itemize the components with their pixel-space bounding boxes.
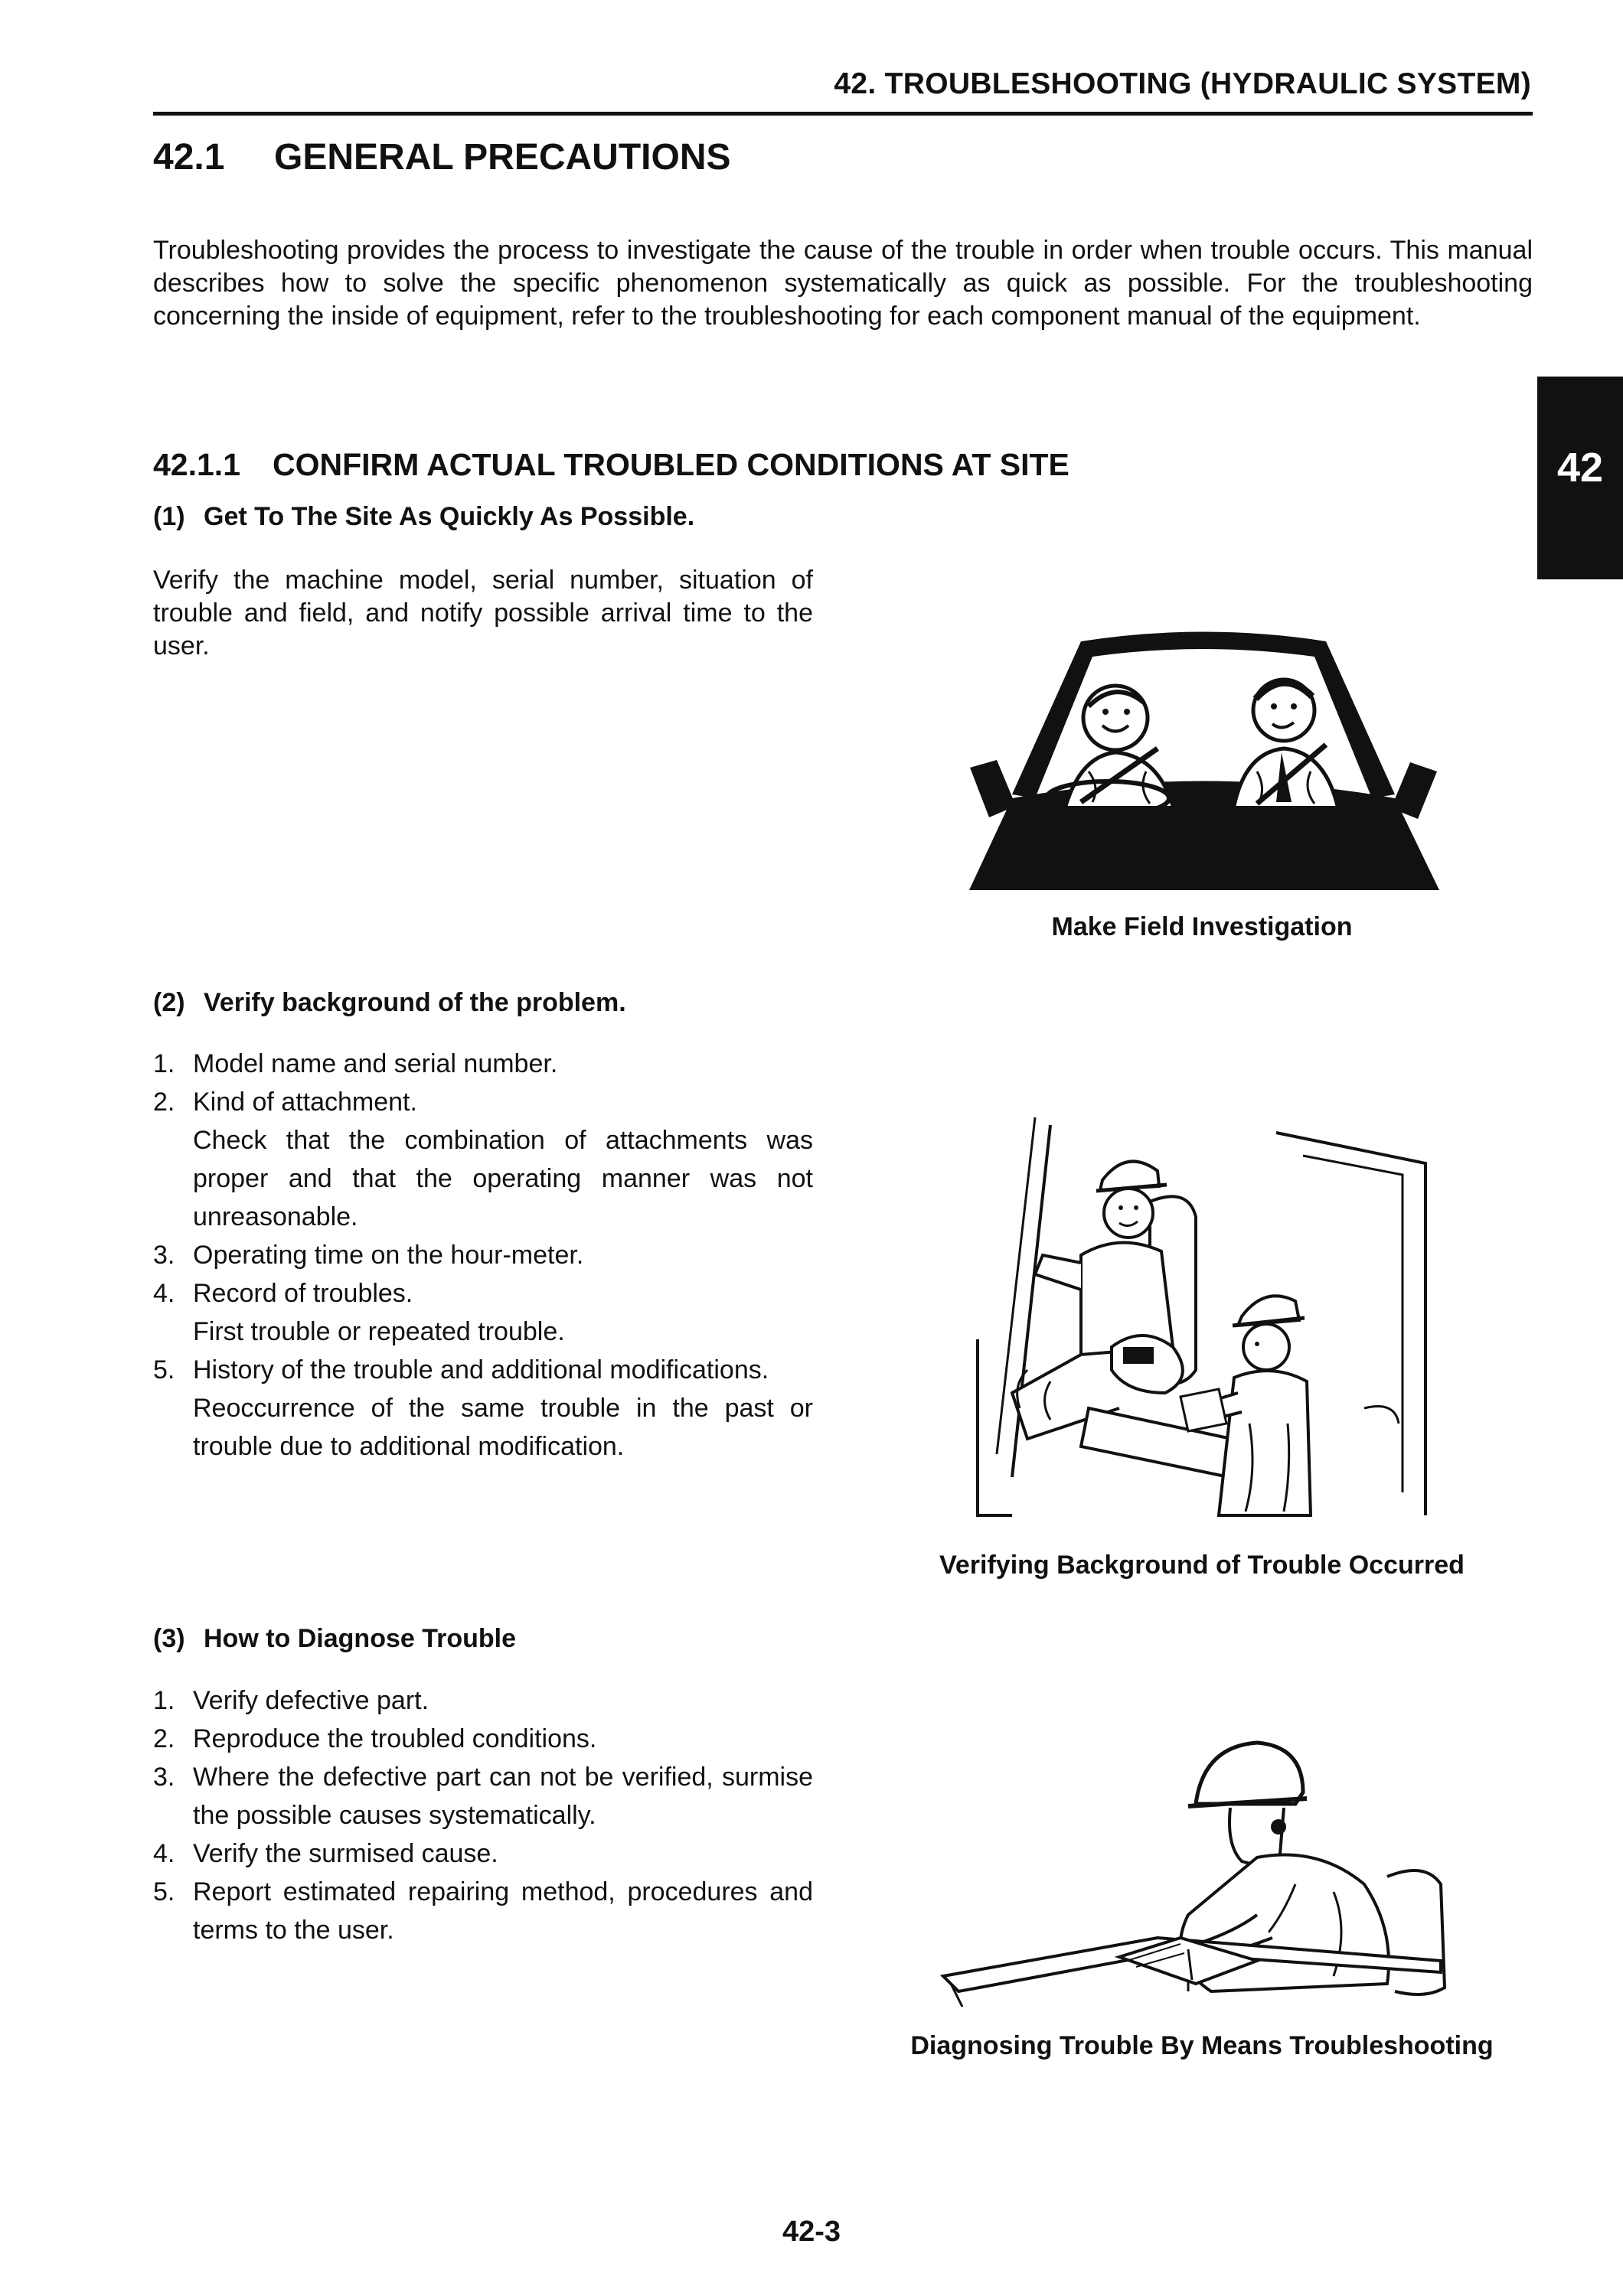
- background-checklist: [153, 1045, 813, 1466]
- mechanic-reading-drawing: [936, 1731, 1464, 2014]
- list-item: 3. Operating time on the hour-meter.: [153, 1241, 584, 1270]
- list-item: 3. Where the defective part can not be verified, surmise the possible causes systematically.: [153, 1763, 813, 1830]
- step1-title: Get To The Site As Quickly As Possible.: [204, 502, 695, 531]
- step2-number: (2): [153, 988, 185, 1017]
- step1-paragraph: Verify the machine model, serial number, situation of trouble and field, and notify possible arrival time to the user.: [153, 566, 813, 660]
- step3-title: How to Diagnose Trouble: [204, 1624, 517, 1653]
- list-item: 2. Reproduce the troubled conditions.: [153, 1724, 597, 1753]
- step2-title: Verify background of the problem.: [204, 988, 626, 1017]
- subsection-heading-text: CONFIRM ACTUAL TROUBLED CONDITIONS AT SITE: [273, 447, 1069, 482]
- step2-heading: [153, 988, 626, 1018]
- diagnosis-steps: [153, 1681, 813, 1949]
- step3-number: (3): [153, 1624, 185, 1653]
- list-item-detail: Reoccurrence of the same trouble in the past or trouble due to additional modification.: [193, 1394, 813, 1461]
- section-heading-text: GENERAL PRECAUTIONS: [274, 137, 731, 178]
- running-header: 42. TROUBLESHOOTING (HYDRAULIC SYSTEM): [834, 67, 1531, 100]
- list-item: 1. Model name and serial number.: [153, 1049, 558, 1078]
- step1-number: (1): [153, 502, 185, 531]
- step1-heading: [153, 502, 694, 532]
- page-number: 42-3: [782, 2216, 841, 2248]
- header-divider: [153, 112, 1533, 116]
- list-item: 2. Kind of attachment. Check that the combination of attachments was proper and that the operating manner was not unreasonable.: [153, 1083, 813, 1236]
- field-investigation-illustration: [966, 626, 1441, 894]
- diagnosis-illustration: [936, 1731, 1464, 2014]
- figure1-caption: Make Field Investigation: [1051, 912, 1353, 941]
- figure2-caption: Verifying Background of Trouble Occurred: [939, 1551, 1465, 1580]
- chapter-tab: [1537, 377, 1623, 579]
- subsection-number: 42.1.1: [153, 447, 240, 482]
- list-item-detail: Check that the combination of attachments was proper and that the operating manner was not unreasonable.: [193, 1126, 813, 1231]
- background-verification-illustration: [966, 1117, 1448, 1523]
- cab-interview-drawing: [966, 1117, 1448, 1523]
- car-occupants-drawing: [966, 626, 1441, 894]
- section-title: [153, 136, 731, 178]
- list-item: 5. History of the trouble and additional modifications. Reoccurrence of the same trouble in the past or trouble due to additional modification.: [153, 1351, 813, 1466]
- list-item: 4. Verify the surmised cause.: [153, 1839, 498, 1868]
- intro-paragraph: Troubleshooting provides the process to investigate the cause of the trouble in order when trouble occurs. This manual describes how to solve the specific phenomenon systematically as quick as possible. For the troubleshooting concerning the inside of equipment, refer to the troubleshooting for each component manual of the equipment.: [153, 236, 1533, 331]
- list-item: 4. Record of troubles. First trouble or repeated trouble.: [153, 1274, 813, 1351]
- step3-heading: [153, 1624, 516, 1654]
- list-item: 5. Report estimated repairing method, procedures and terms to the user.: [153, 1877, 813, 1945]
- subsection-title: [153, 447, 1069, 483]
- chapter-tab-label: 42: [1556, 445, 1604, 491]
- section-number: 42.1: [153, 137, 225, 178]
- list-item-detail: First trouble or repeated trouble.: [193, 1317, 565, 1346]
- figure3-caption: Diagnosing Trouble By Means Troubleshooting: [910, 2031, 1494, 2060]
- list-item: 1. Verify defective part.: [153, 1686, 429, 1715]
